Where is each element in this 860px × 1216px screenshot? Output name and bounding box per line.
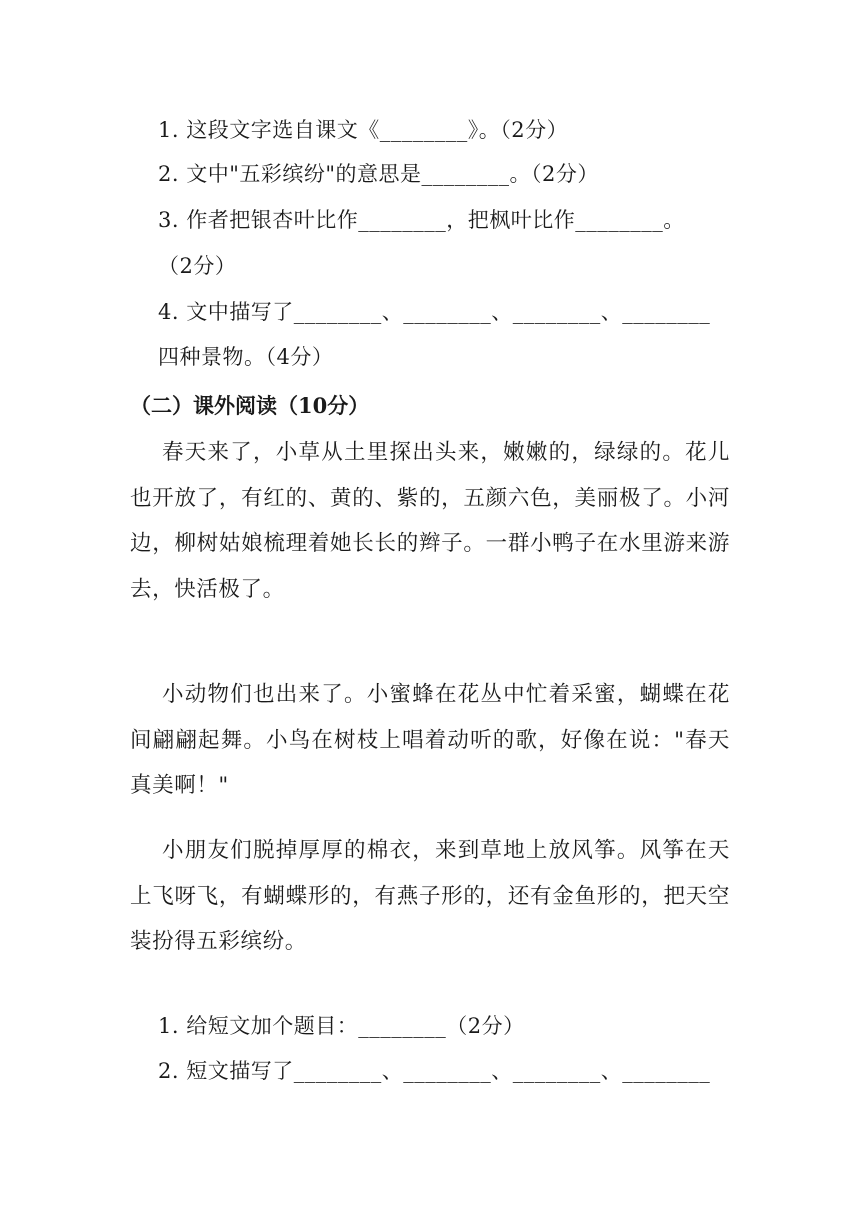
- passage-paragraph-2: 小动物们也出来了。小蜜蜂在花丛中忙着采蜜，蝴蝶在花间翩翩起舞。小鸟在树枝上唱着动听的歌，好像在说："春天真美啊！": [130, 682, 730, 798]
- section-heading: （二）课外阅读（10分）: [130, 393, 370, 418]
- passage-paragraph-3: 小朋友们脱掉厚厚的棉衣，来到草地上放风筝。风筝在天上飞呀飞，有蝴蝶形的，有燕子形的，还有金鱼形的，把天空装扮得五彩缤纷。: [130, 838, 730, 954]
- question-1: 1. 这段文字选自课文《________》。（2分）: [158, 118, 569, 142]
- question-3-continued: （2分）: [158, 254, 237, 278]
- reading-question-1: 1. 给短文加个题目：________（2分）: [158, 1014, 525, 1038]
- question-4: 4. 文中描写了________、________、________、________: [158, 300, 711, 324]
- reading-question-2: 2. 短文描写了________、________、________、________: [158, 1059, 711, 1083]
- question-2: 2. 文中"五彩缤纷"的意思是________。（2分）: [158, 162, 599, 186]
- passage-paragraph-1: 春天来了，小草从土里探出头来，嫩嫩的，绿绿的。花儿也开放了，有红的、黄的、紫的，五颜六色，美丽极了。小河边，柳树姑娘梳理着她长长的辫子。一群小鸭子在水里游来游去，快活极了。: [130, 440, 730, 602]
- question-4-continued: 四种景物。（4分）: [158, 345, 334, 369]
- question-3: 3. 作者把银杏叶比作________，把枫叶比作________。: [158, 208, 685, 232]
